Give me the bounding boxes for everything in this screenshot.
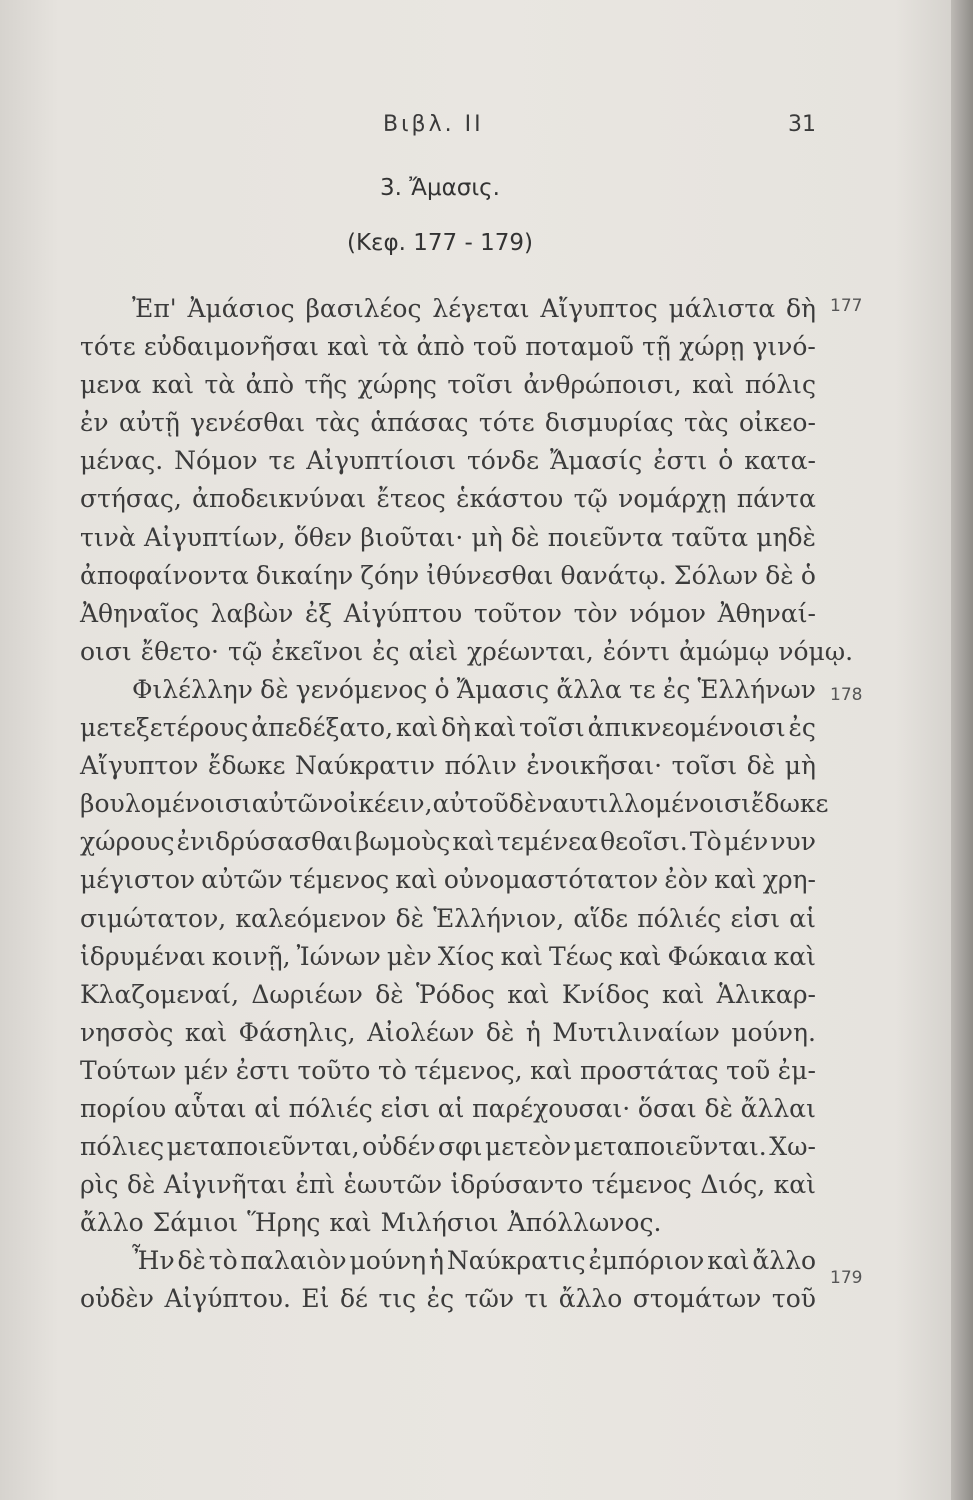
text-line: πορίου αὗται αἱ πόλιές εἰσι αἱ παρέχουσαι· ὅσαι δὲ ἄλλαι [80, 1093, 816, 1123]
text-line: μέγιστον αὐτῶν τέμενος καὶ οὐνομαστότατον ἐὸν καὶ χρη- [80, 865, 816, 895]
text-line: νησσὸς καὶ Φάσηλις, Αἰολέων δὲ ἡ Μυτιλιναίων μούνη. [80, 1017, 816, 1047]
text-line: οὐδὲν Αἰγύπτου. Εἰ δέ τις ἐς τῶν τι ἄλλο στομάτων τοῦ [80, 1284, 816, 1314]
text-line: Ἀθηναῖος λαβὼν ἐξ Αἰγύπτου τοῦτον τὸν νόμον Ἀθηναί- [80, 598, 816, 628]
text-line: τινὰ Αἰγυπτίων, ὅθεν βιοῦται· μὴ δὲ ποιεῦντα ταῦτα μηδὲ [80, 522, 816, 552]
margin-chapter-number: 177 [830, 296, 863, 316]
text-line: ἀποφαίνοντα δικαίην ζόην ἰθύνεσθαι θανάτῳ. Σόλων δὲ ὁ [80, 560, 816, 590]
running-title: Βιβλ. II [383, 112, 484, 137]
text-line: οισι ἔθετο· τῷ ἐκεῖνοι ἐς αἰεὶ χρέωνται, ἐόντι ἀμώμῳ νόμῳ. [80, 636, 854, 666]
text-line: τότε εὐδαιμονῆσαι καὶ τὰ ἀπὸ τοῦ ποταμοῦ τῇ χώρῃ γινό- [80, 332, 816, 362]
page-number: 31 [788, 112, 816, 137]
running-header [0, 112, 973, 146]
page-edge [951, 0, 973, 1500]
text-line: βουλομένοισι αὐτῶν οἰκέειν, αὐτοῦ δὲ ναυτιλλομένοισι ἔδωκε [80, 789, 829, 819]
text-line: σιμώτατον, καλεόμενον δὲ Ἑλλήνιον, αἵδε πόλιές εἰσι αἱ [80, 903, 816, 933]
text-line: Ἐπ' Ἀμάσιος βασιλέος λέγεται Αἴγυπτος μάλιστα δὴ [132, 294, 816, 323]
text-line: Ἦν δὲ τὸ παλαιὸν μούνη ἡ Ναύκρατις ἐμπόριον καὶ ἄλλο [132, 1246, 816, 1276]
text-line: ἱδρυμέναι κοινῇ, Ἰώνων μὲν Χίος καὶ Τέως καὶ Φώκαια καὶ [80, 941, 816, 971]
text-line: ἄλλο Σάμιοι Ἥρης καὶ Μιλήσιοι Ἀπόλλωνος. [80, 1208, 662, 1238]
text-line: μετεξετέρους ἀπεδέξατο, καὶ δὴ καὶ τοῖσι ἀπικνεομένοισι ἐς [80, 713, 816, 743]
section-title: 3. Ἄμασις. [380, 175, 500, 201]
text-line: Φιλέλλην δὲ γενόμενος ὁ Ἄμασις ἄλλα τε ἐς Ἑλλήνων [132, 674, 816, 704]
margin-chapter-number: 179 [830, 1268, 863, 1288]
text-line: χώρους ἐνιδρύσασθαι βωμοὺς καὶ τεμένεα θεοῖσι. Τὸ μέν νυν [80, 827, 816, 857]
text-line: ρὶς δὲ Αἰγινῆται ἐπὶ ἑωυτῶν ἱδρύσαντο τέμενος Διός, καὶ [80, 1170, 816, 1200]
text-line: Κλαζομεναί, Δωριέων δὲ Ῥόδος καὶ Κνίδος καὶ Ἁλικαρ- [80, 979, 816, 1009]
text-line: ἐν αὐτῇ γενέσθαι τὰς ἁπάσας τότε δισμυρίας τὰς οἰκεο- [80, 408, 816, 438]
text-line: Τούτων μέν ἐστι τοῦτο τὸ τέμενος, καὶ προστάτας τοῦ ἐμ- [80, 1055, 816, 1085]
text-line: Αἴγυπτον ἔδωκε Ναύκρατιν πόλιν ἐνοικῆσαι· τοῖσι δὲ μὴ [80, 751, 816, 781]
margin-chapter-number: 178 [830, 685, 863, 705]
text-line: μένας. Νόμον τε Αἰγυπτίοισι τόνδε Ἄμασίς ἐστι ὁ κατα- [80, 446, 816, 476]
chapter-reference: (Κεφ. 177 - 179) [347, 230, 533, 256]
text-line: στήσας, ἀποδεικνύναι ἔτεος ἑκάστου τῷ νομάρχῃ πάντα [80, 484, 816, 514]
text-line: μενα καὶ τὰ ἀπὸ τῆς χώρης τοῖσι ἀνθρώποισι, καὶ πόλις [80, 370, 816, 400]
text-line: πόλιες μεταποιεῦνται, οὐδέν σφι μετεὸν μεταποιεῦνται. Χω- [80, 1132, 816, 1162]
